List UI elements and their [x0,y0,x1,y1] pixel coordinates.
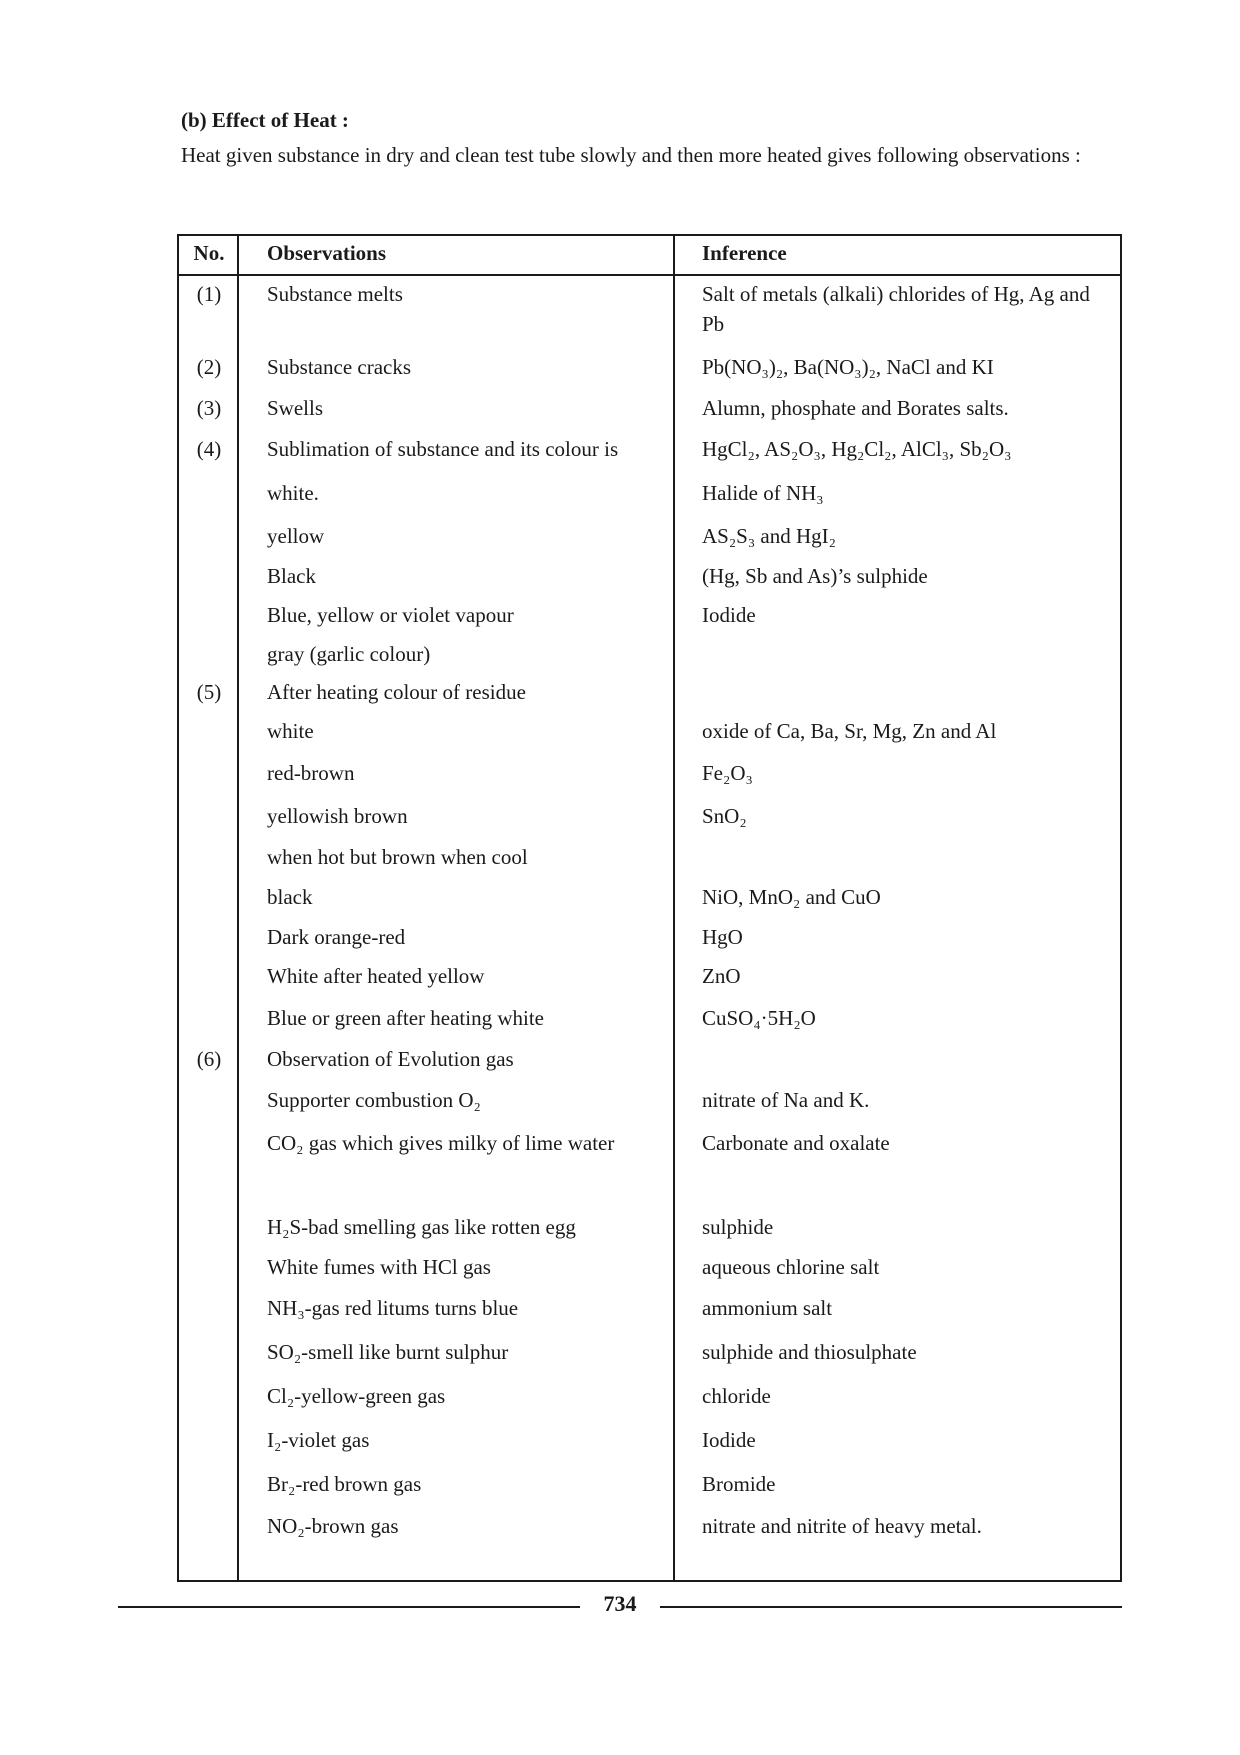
footer-rule-left [118,1606,580,1608]
row-24-observation: NH₃-gas red litums turns blue [267,1296,519,1320]
row-22-observation: H₂S-bad smelling gas like rotten egg [267,1215,576,1239]
row-27-observation: I₂-violet gas [267,1428,370,1452]
header-no: No. [193,241,225,265]
row-6-observation: yellow [267,524,325,548]
row-5-observation: white. [267,481,319,505]
row-9-observation: gray (garlic colour) [267,642,431,666]
page-number: 734 [603,1591,637,1616]
row-23-observation: White fumes with HCl gas [267,1255,491,1279]
row-14-observation: when hot but brown when cool [267,845,528,869]
row-25-inference: sulphide and thiosulphate [702,1340,917,1364]
row-26-inference: chloride [702,1384,771,1408]
row-1-inference: Salt of metals (alkali) chlorides of Hg, Ag and Pb [702,282,1090,336]
row-4-number: (4) [196,437,222,461]
row-23-inference: aqueous chlorine salt [702,1255,880,1279]
row-16-inference: HgO [702,925,743,949]
row-21-observation: CO₂ gas which gives milky of lime water [267,1131,615,1155]
row-13-inference: SnO₂ [702,804,747,828]
row-21-inference: Carbonate and oxalate [702,1131,890,1155]
row-8-observation: Blue, yellow or violet vapour [267,603,514,627]
row-19-number: (6) [196,1047,222,1071]
row-29-inference: nitrate and nitrite of heavy metal. [702,1514,982,1538]
intro-paragraph: Heat given substance in dry and clean test tube slowly and then more heated gives following observations : [181,143,1081,167]
row-13-observation: yellowish brown [267,804,408,828]
row-20-inference: nitrate of Na and K. [702,1088,870,1112]
row-18-inference: CuSO₄·5H₂O [702,1006,816,1030]
row-28-inference: Bromide [702,1472,776,1496]
row-20-observation: Supporter combustion O₂ [267,1088,481,1112]
row-7-inference: (Hg, Sb and As)’s sulphide [702,564,928,588]
row-2-observation: Substance cracks [267,355,412,379]
row-12-observation: red-brown [267,761,355,785]
row-27-inference: Iodide [702,1428,756,1452]
row-29-observation: NO₂-brown gas [267,1514,399,1538]
row-7-observation: Black [267,564,316,588]
row-11-inference: oxide of Ca, Ba, Sr, Mg, Zn and Al [702,719,997,743]
row-22-inference: sulphide [702,1215,774,1239]
row-25-observation: SO₂-smell like burnt sulphur [267,1340,509,1364]
row-3-observation: Swells [267,396,324,420]
row-15-observation: black [267,885,313,909]
row-1-observation: Substance melts [267,282,403,306]
row-12-inference: Fe₂O₃ [702,761,753,785]
row-26-observation: Cl₂-yellow-green gas [267,1384,446,1408]
row-2-inference: Pb(NO₃)₂, Ba(NO₃)₂, NaCl and KI [702,355,994,379]
row-18-observation: Blue or green after heating white [267,1006,544,1030]
row-10-number: (5) [196,680,222,704]
row-4-inference: HgCl₂, AS₂O₃, Hg₂Cl₂, AlCl₃, Sb₂O₃ [702,437,1012,461]
header-divider [179,274,1120,276]
footer-rule-right [660,1606,1122,1608]
column-divider-observations [673,236,675,1580]
row-1-number: (1) [196,282,222,306]
row-17-observation: White after heated yellow [267,964,485,988]
row-16-observation: Dark orange-red [267,925,406,949]
row-11-observation: white [267,719,314,743]
row-3-number: (3) [196,396,222,420]
row-5-inference: Halide of NH₃ [702,481,824,505]
header-observations: Observations [267,241,387,265]
row-15-inference: NiO, MnO₂ and CuO [702,885,881,909]
row-17-inference: ZnO [702,964,741,988]
row-24-inference: ammonium salt [702,1296,833,1320]
header-inference: Inference [702,241,787,265]
section-title: (b) Effect of Heat : [181,108,349,132]
row-4-observation: Sublimation of substance and its colour is [267,437,619,461]
row-6-inference: AS₂S₃ and HgI₂ [702,524,836,548]
row-2-number: (2) [196,355,222,379]
row-3-inference: Alumn, phosphate and Borates salts. [702,396,1009,420]
observations-table [177,234,1122,1582]
row-8-inference: Iodide [702,603,756,627]
row-19-observation: Observation of Evolution gas [267,1047,514,1071]
page-footer [0,1591,1240,1621]
row-28-observation: Br₂-red brown gas [267,1472,422,1496]
row-10-observation: After heating colour of residue [267,680,526,704]
